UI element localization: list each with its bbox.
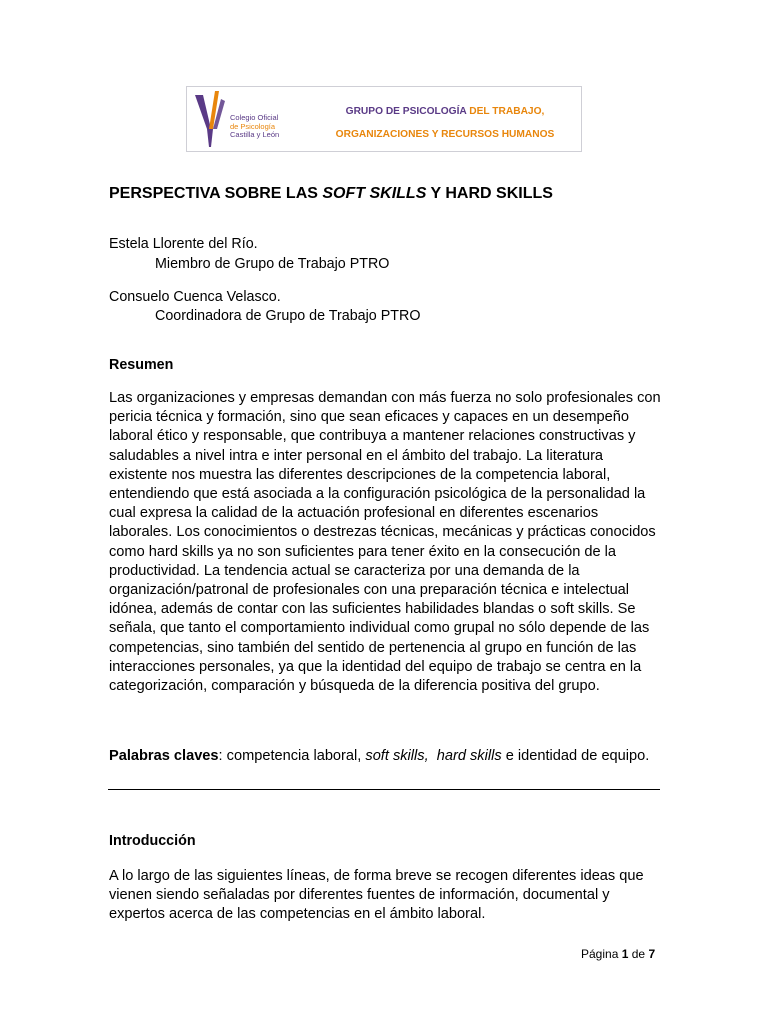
title-part-2: SOFT SKILLS bbox=[322, 185, 427, 202]
header-banner bbox=[186, 86, 582, 152]
colegio-logo-icon bbox=[193, 89, 233, 149]
footer-of-word: de bbox=[631, 947, 646, 961]
author-1-role: Miembro de Grupo de Trabajo PTRO bbox=[155, 256, 390, 272]
banner-title-line-1 bbox=[315, 106, 575, 117]
banner-line1-part-b: DEL TRABAJO, bbox=[469, 106, 545, 117]
author-2-name: Consuelo Cuenca Velasco. bbox=[109, 289, 281, 305]
introduction-heading: Introducción bbox=[109, 833, 196, 849]
footer-page-number: 1 bbox=[621, 947, 629, 961]
footer-page-word: Página bbox=[581, 947, 619, 961]
keywords-gap bbox=[429, 748, 437, 764]
keywords-italic-2: hard skills bbox=[436, 748, 502, 764]
keywords-text-2: e identidad de equipo. bbox=[501, 748, 650, 764]
logo-line-3: Castilla y León bbox=[230, 130, 280, 140]
section-divider bbox=[108, 789, 660, 790]
keywords-label: Palabras claves bbox=[109, 748, 219, 764]
logo-text bbox=[230, 114, 279, 140]
logo-line-2: de Psicología bbox=[230, 121, 276, 131]
abstract-body: Las organizaciones y empresas demandan con más fuerza no solo profesionales con pericia técnica y formación, sino que sean eficaces y capaces en un desempeño laboral ético y responsable, que contribuya a mantener relaciones constructivas y saludables a nivel intra e inter personal en el ámbito del trabajo. La literatura existente nos muestra las diferentes descripciones de la competencia laboral, entendiendo que está asociada a la configuración psicológica de la personalidad la cual expresa la calidad de la actuación profesional en diferentes escenarios laborales. Los conocimientos o destrezas técnicas, mecánicas y prácticas conocidos como hard skills ya no son suficientes para tener éxito en la consecución de la productividad. La tendencia actual se caracteriza por una demanda de la organización/patronal de profesionales con una preparación técnica e intelectual idónea, además de contar con las suficientes habilidades blandas o soft skills. Se señala, que tanto el comportamiento individual como grupal no sólo depende de las competencias, sino también del sentido de pertenencia al grupo en función de las interacciones personales, ya que la identidad del equipo de trabajo se centra en la categorización, comparación y búsqueda de la diferencia positiva del grupo. bbox=[109, 390, 661, 695]
abstract-heading: Resumen bbox=[109, 357, 174, 373]
keywords-text-1: : competencia laboral, bbox=[218, 748, 366, 764]
banner-title-line-2: ORGANIZACIONES Y RECURSOS HUMANOS bbox=[335, 129, 555, 140]
footer-total-pages: 7 bbox=[648, 947, 656, 961]
page-footer bbox=[581, 947, 655, 961]
title-part-1: PERSPECTIVA SOBRE LAS bbox=[109, 185, 318, 202]
document-title bbox=[109, 185, 553, 203]
keywords-paragraph bbox=[109, 747, 665, 766]
banner-line1-part-a: GRUPO DE PSICOLOGÍA bbox=[345, 106, 467, 117]
author-2-role: Coordinadora de Grupo de Trabajo PTRO bbox=[155, 308, 421, 324]
logo-line-1: Colegio Oficial bbox=[230, 113, 279, 122]
keywords-italic-1: soft skills, bbox=[365, 748, 429, 764]
introduction-body: A lo largo de las siguientes líneas, de forma breve se recogen diferentes ideas que vienen siendo señaladas por diferentes fuentes de información, documental y expertos acerca de las competencias en el ámbito laboral. bbox=[109, 868, 644, 923]
title-part-3: Y HARD SKILLS bbox=[430, 185, 553, 202]
author-1-name: Estela Llorente del Río. bbox=[109, 236, 258, 252]
